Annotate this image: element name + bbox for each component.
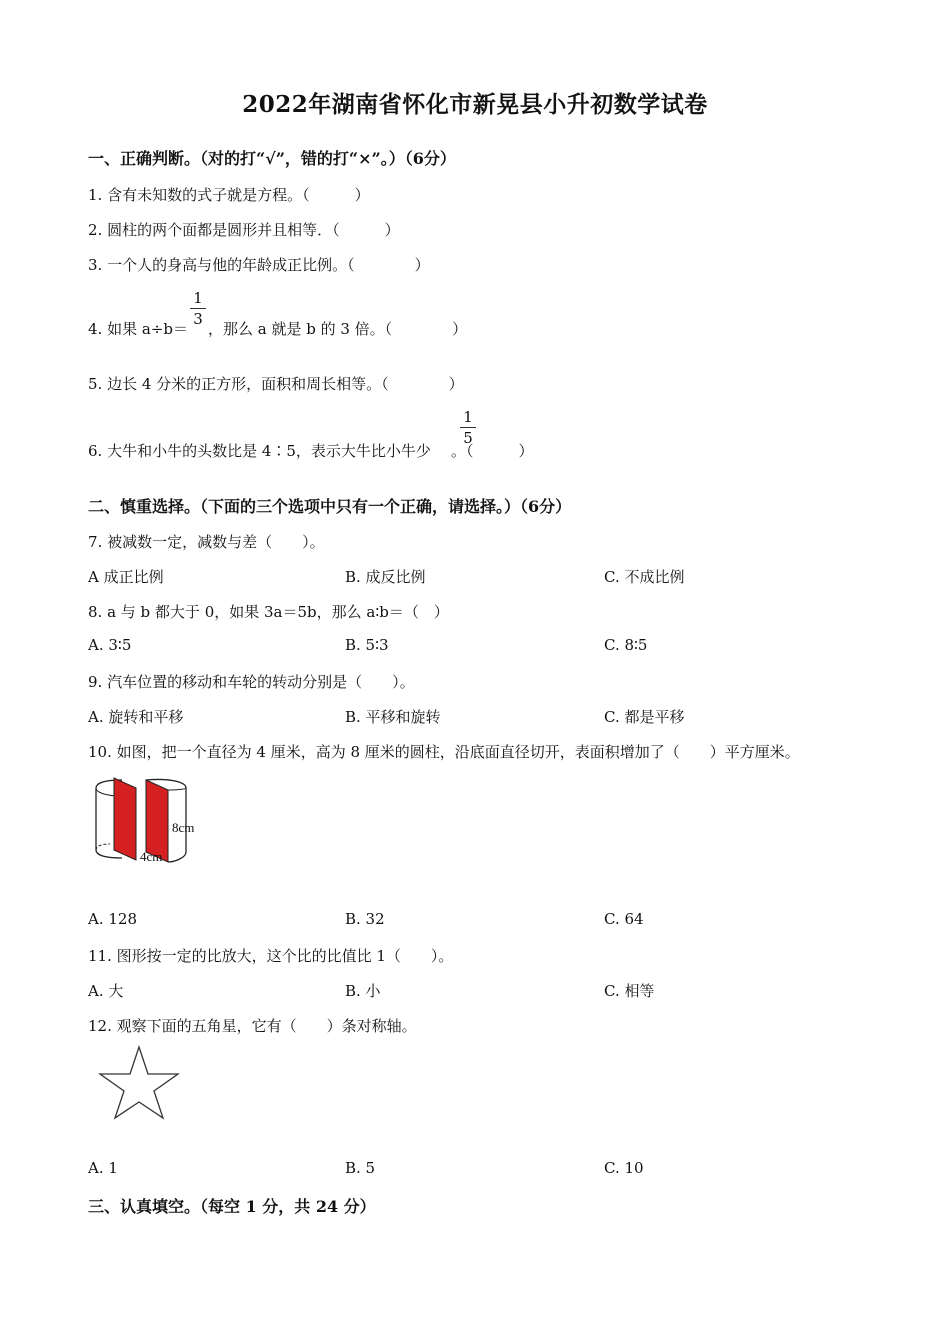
question-12: 12. 观察下面的五角星，它有（ ）条对称轴。 (88, 1017, 417, 1035)
question-6-fraction (460, 408, 476, 447)
fraction-numerator: 1 (463, 408, 473, 426)
question-7: 7. 被减数一定，减数与差（ ）。 (88, 533, 325, 551)
height-label: 8cm (172, 820, 195, 835)
question-9-option-a: A. 旋转和平移 (88, 708, 184, 726)
question-1: 1. 含有未知数的式子就是方程。（ ） (88, 186, 370, 204)
question-9-option-c: C. 都是平移 (604, 708, 685, 726)
page-title: 2022年湖南省怀化市新晃县小升初数学试卷 (242, 91, 708, 118)
fraction-bar (460, 427, 476, 428)
question-4-text-after: ，那么 a 就是 b 的 3 倍。（ ） (207, 320, 468, 338)
question-7-option-a: A 成正比例 (88, 568, 164, 586)
fraction-denominator: 5 (463, 429, 473, 447)
question-4 (88, 318, 467, 339)
question-6-text-after: 。（ ） (450, 442, 534, 460)
question-11-option-a: A. 大 (88, 982, 124, 1000)
question-10-option-b: B. 32 (345, 910, 385, 928)
fraction-denominator: 3 (193, 310, 203, 328)
question-7-option-b: B. 成反比例 (345, 568, 426, 586)
question-6-text-before: 6. 大牛和小牛的头数比是 4∶5，表示大牛比小牛少 (88, 442, 431, 460)
question-5: 5. 边长 4 分米的正方形，面积和周长相等。（ ） (88, 375, 464, 393)
question-12-option-b: B. 5 (345, 1159, 376, 1177)
question-9: 9. 汽车位置的移动和车轮的转动分别是（ ）。 (88, 673, 415, 691)
question-2: 2. 圆柱的两个面都是圆形并且相等．（ ） (88, 221, 400, 239)
question-4-text-before: 4. 如果 a÷b＝ (88, 320, 188, 338)
question-9-option-b: B. 平移和旋转 (345, 708, 441, 726)
question-8-option-a: A. 3∶5 (88, 636, 132, 654)
question-12-option-a: A. 1 (88, 1159, 118, 1177)
question-7-option-c: C. 不成比例 (604, 568, 685, 586)
left-cut-face (114, 778, 136, 860)
five-pointed-star-figure (96, 1044, 182, 1122)
cylinder-cut-figure (90, 774, 210, 870)
question-10-option-c: C. 64 (604, 910, 644, 928)
question-12-option-c: C. 10 (604, 1159, 644, 1177)
star-outline (100, 1047, 178, 1118)
question-4-fraction (190, 289, 206, 328)
question-3: 3. 一个人的身高与他的年龄成正比例。（ ） (88, 256, 430, 274)
question-8-option-b: B. 5∶3 (345, 636, 389, 654)
question-10-option-a: A. 128 (88, 910, 137, 928)
section-3-heading: 三、认真填空。（每空 1 分，共 24 分） (88, 1197, 376, 1216)
question-11: 11. 图形按一定的比放大，这个比的比值比 1（ ）。 (88, 947, 454, 965)
fraction-numerator: 1 (193, 289, 203, 307)
left-half-cylinder (96, 778, 136, 860)
question-11-option-b: B. 小 (345, 982, 381, 1000)
section-2-heading: 二、慎重选择。（下面的三个选项中只有一个正确，请选择。）（6分） (88, 497, 572, 516)
diameter-label: 4cm (140, 849, 163, 864)
question-8-option-c: C. 8∶5 (604, 636, 648, 654)
question-8: 8. a 与 b 都大于 0，如果 3a＝5b，那么 a∶b＝（ ） (88, 603, 449, 621)
question-10: 10. 如图，把一个直径为 4 厘米，高为 8 厘米的圆柱，沿底面直径切开，表面积增加了（ ）平方厘米。 (88, 743, 800, 761)
section-1-heading: 一、正确判断。（对的打“√”，错的打“×”。）（6分） (88, 149, 456, 168)
question-11-option-c: C. 相等 (604, 982, 655, 1000)
fraction-bar (190, 308, 206, 309)
